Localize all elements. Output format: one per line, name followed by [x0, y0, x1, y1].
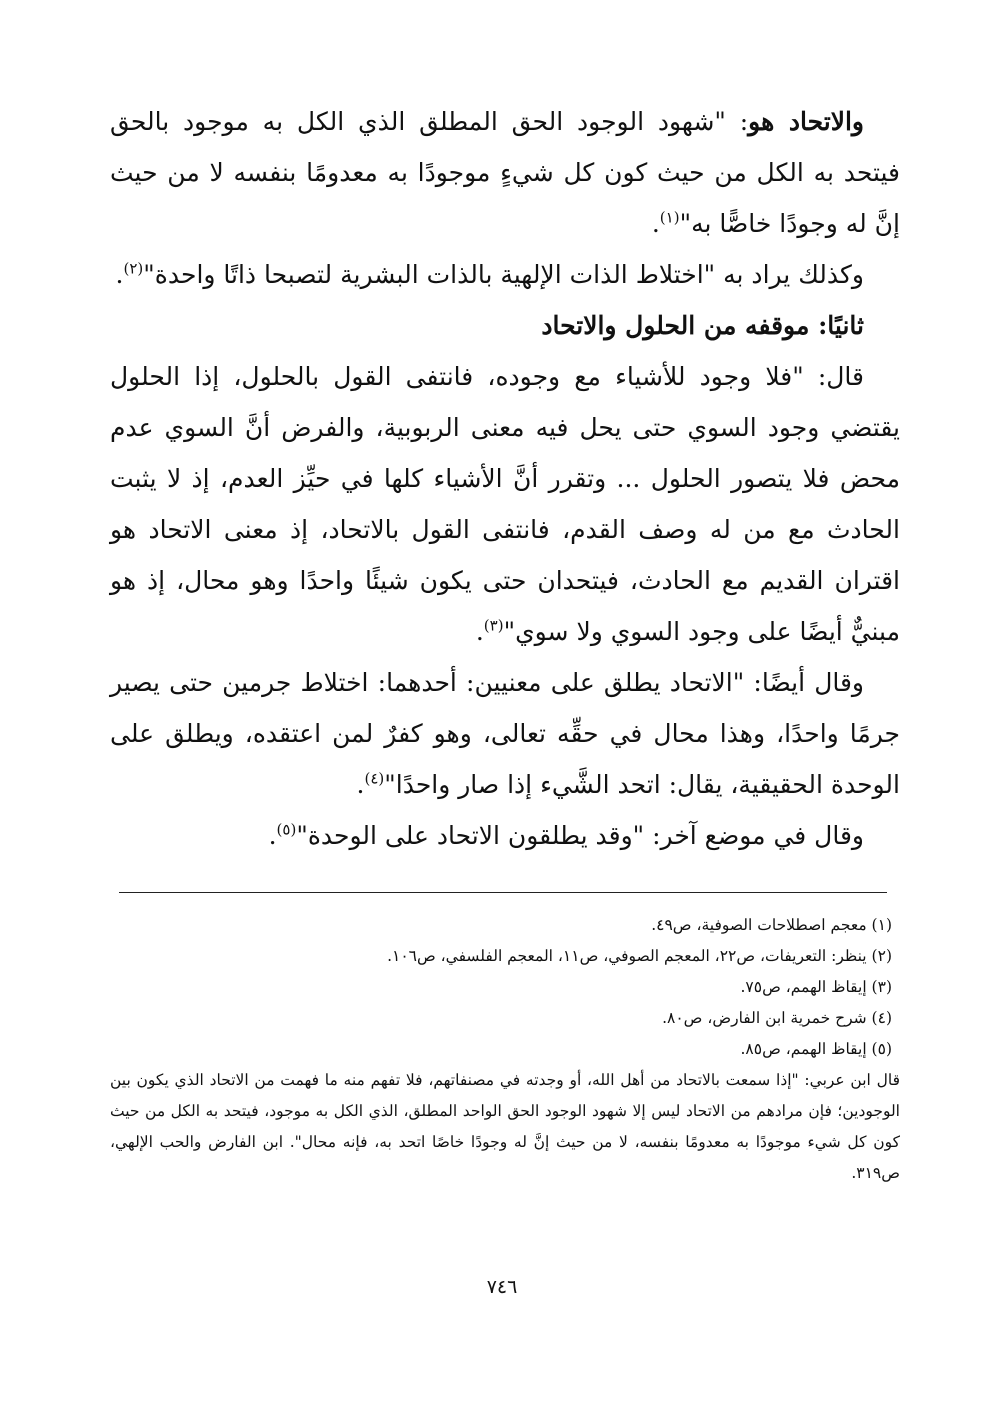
footnote-ref-1[interactable]: (١): [659, 208, 680, 227]
paragraph-quote-hulul: قال: "فلا وجود للأشياء مع وجوده، فانتفى القول بالحلول، إذا الحلول يقتضي وجود السوي حتى يحل فيه معنى الربوبية، والفرض أنَّ السوي عدم محض فلا يتصور الحلول ... وتقرر أنَّ الأشياء كلها في حيِّز العدم، إذ لا يثبت الحادث مع من له وصف القدم، فانتفى القول بالاتحاد، إذ معنى الاتحاد هو اقتران القديم مع الحادث، فيتحدان حتى يكون شيئًا واحدًا وهو محال، إذ هو مبنيٌّ أيضًا على وجود السوي ولا سوي"$^{(٣)}$.: [110, 362, 900, 646]
section-heading: [110, 300, 900, 351]
paragraph-ittihad-definition: والاتحاد هو: "شهود الوجود الحق المطلق الذي الكل به موجود بالحق فيتحد به الكل من حيث كون كل شيءٍ موجودًا به معدومًا بنفسه لا من حيث إنَّ له وجودًا خاصًّا به"$^{(١)}$.: [110, 107, 900, 238]
paragraph-quote-two-meanings: وقال أيضًا: "الاتحاد يطلق على معنيين: أحدهما: اختلاط جرمين حتى يصير جرمًا واحدًا، وهذا محال في حقِّه تعالى، وهو كفرٌ لمن اعتقده، ويطلق على الوحدة الحقيقية، يقال: اتحد الشَّيء إذا صار واحدًا"$^{(٤)}$.: [110, 668, 900, 799]
term-ittihad: والاتحاد هو: [748, 107, 864, 136]
paragraph-quote-wahda: وقال في موضع آخر: "وقد يطلقون الاتحاد على الوحدة"$^{(٥)}$.: [268, 820, 864, 850]
footnote-1: (١) معجم اصطلاحات الصوفية، ص٤٩.: [651, 916, 892, 934]
footnote-ref-5[interactable]: (٥): [276, 820, 297, 839]
footnote-ref-2[interactable]: (٢): [123, 259, 144, 278]
paragraph-text: : "شهود الوجود الحق المطلق الذي الكل به موجود بالحق فيتحد به الكل من حيث كون كل شيءٍ موجودًا به معدومًا بنفسه لا من حيث إنَّ له وجودًا خاصًّا به": [110, 107, 900, 238]
heading-text: : موقفه من الحلول والاتحاد: [541, 311, 828, 340]
paragraph-text: قال: "فلا وجود للأشياء مع وجوده، فانتفى القول بالحلول، إذا الحلول يقتضي وجود السوي حتى يحل فيه معنى الربوبية، والفرض أنَّ السوي عدم محض فلا يتصور الحلول ... وتقرر أنَّ الأشياء كلها في حيِّز العدم، إذ لا يثبت الحادث مع من له وصف القدم، فانتفى القول بالاتحاد، إذ معنى الاتحاد هو اقتران القديم مع الحادث، فيتحدان حتى يكون شيئًا واحدًا وهو محال، إذ هو مبنيٌّ أيضًا على وجود السوي ولا سوي": [110, 362, 900, 646]
paragraph-text: وقال أيضًا: "الاتحاد يطلق على معنيين: أحدهما: اختلاط جرمين حتى يصير جرمًا واحدًا، وهذا محال في حقِّه تعالى، وهو كفرٌ لمن اعتقده، ويطلق على الوحدة الحقيقية، يقال: اتحد الشَّيء إذا صار واحدًا": [110, 668, 900, 799]
footnote-3: (٣) إيقاظ الهمم، ص٧٥.: [740, 978, 892, 996]
heading-label: ثانيًا: [827, 311, 864, 340]
footnote-5: (٥) إيقاظ الهمم، ص٨٥.: [740, 1040, 892, 1058]
paragraph-ittihad-meaning: وكذلك يراد به "اختلاط الذات الإلهية بالذات البشرية لتصبحا ذاتًا واحدة"$^{(٢)}$.: [115, 259, 864, 289]
footnote-2: (٢) ينظر: التعريفات، ص٢٢، المعجم الصوفي، ص١١، المعجم الفلسفي، ص١٠٦.: [387, 947, 892, 965]
paragraph-text: وكذلك يراد به "اختلاط الذات الإلهية بالذات البشرية لتصبحا ذاتًا واحدة": [143, 260, 864, 289]
main-text: [110, 96, 900, 861]
footnotes: [110, 910, 900, 1189]
paragraph-text: وقال في موضع آخر: "وقد يطلقون الاتحاد على الوحدة": [296, 821, 864, 850]
page-number: ٧٤٦: [486, 1276, 518, 1298]
footnote-ref-4[interactable]: (٤): [364, 769, 385, 788]
footnote-separator: [119, 892, 887, 893]
footnote-continuation: قال ابن عربي: "إذا سمعت بالاتحاد من أهل الله، أو وجدته في مصنفاتهم، فلا تفهم منه ما فهمت من الاتحاد الذي يكون بين الوجودين؛ فإن مرادهم من الاتحاد ليس إلا شهود الوجود الحق الواحد المطلق، الذي الكل به موجود، فيتحد به الكل من حيث كون كل شيء موجودًا به معدومًا بنفسه، لا من حيث إنَّ له وجودًا خاصًا اتحد به، فإنه محال". ابن الفارض والحب الإلهي، ص٣١٩.: [110, 1071, 900, 1182]
footnote-4: (٤) شرح خمرية ابن الفارض، ص٨٠.: [662, 1009, 892, 1027]
footnote-ref-3[interactable]: (٣): [483, 616, 504, 635]
